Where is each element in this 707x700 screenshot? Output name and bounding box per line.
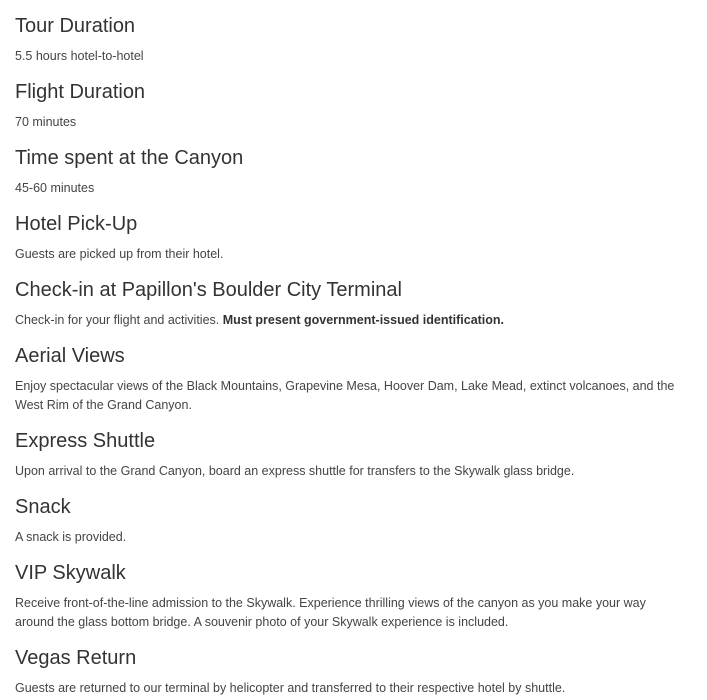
itinerary-item-description: Receive front-of-the-line admission to the Skywalk. Experience thrilling views of the canyon as you make your way around the glass bottom bridge. A souvenir photo of your Skywalk experience is included. — [15, 596, 646, 629]
itinerary-item-tour-duration — [15, 14, 675, 63]
itinerary-item-title: Snack — [15, 496, 71, 518]
itinerary-item-express-shuttle — [15, 429, 675, 478]
itinerary-item-title: VIP Skywalk — [15, 562, 126, 584]
itinerary-item-description — [15, 311, 675, 330]
itinerary-item-description: 70 minutes — [15, 115, 77, 129]
itinerary-item-description: Guests are returned to our terminal by helicopter and transferred to their respective hotel by shuttle. — [15, 681, 566, 695]
itinerary-item-description: 45-60 minutes — [15, 181, 95, 195]
itinerary-item-title: Express Shuttle — [15, 430, 156, 452]
itinerary-item-title: Time spent at the Canyon — [15, 147, 244, 169]
itinerary-item-vip-skywalk — [15, 561, 675, 629]
itinerary-item-hotel-pickup — [15, 212, 675, 261]
itinerary-item-flight-duration — [15, 80, 675, 129]
itinerary-item-title: Aerial Views — [15, 345, 125, 367]
itinerary-item-title: Flight Duration — [15, 81, 146, 103]
itinerary-item-check-in — [15, 278, 675, 327]
itinerary-item-description: Upon arrival to the Grand Canyon, board an express shuttle for transfers to the Skywalk glass bridge. — [15, 464, 575, 478]
itinerary-item-description: 5.5 hours hotel-to-hotel — [15, 49, 144, 63]
itinerary-item-vegas-return — [15, 646, 675, 695]
itinerary-item-time-at-canyon — [15, 146, 675, 195]
itinerary-item-aerial-views — [15, 344, 675, 412]
itinerary-item-title: Hotel Pick-Up — [15, 213, 138, 235]
itinerary-item-description: Guests are picked up from their hotel. — [15, 247, 224, 261]
itinerary-item-snack — [15, 495, 675, 544]
itinerary-item-title: Vegas Return — [15, 647, 137, 669]
check-in-text: Check-in for your flight and activities. — [15, 313, 223, 327]
id-requirement-notice: Must present government-issued identification. — [222, 313, 505, 327]
itinerary-item-title: Check-in at Papillon's Boulder City Terminal — [15, 279, 402, 301]
itinerary-item-description: Enjoy spectacular views of the Black Mountains, Grapevine Mesa, Hoover Dam, Lake Mead, extinct volcanoes, and the West Rim of the Grand Canyon. — [15, 379, 675, 412]
itinerary-item-description: A snack is provided. — [15, 530, 127, 544]
itinerary-item-title: Tour Duration — [15, 15, 136, 37]
